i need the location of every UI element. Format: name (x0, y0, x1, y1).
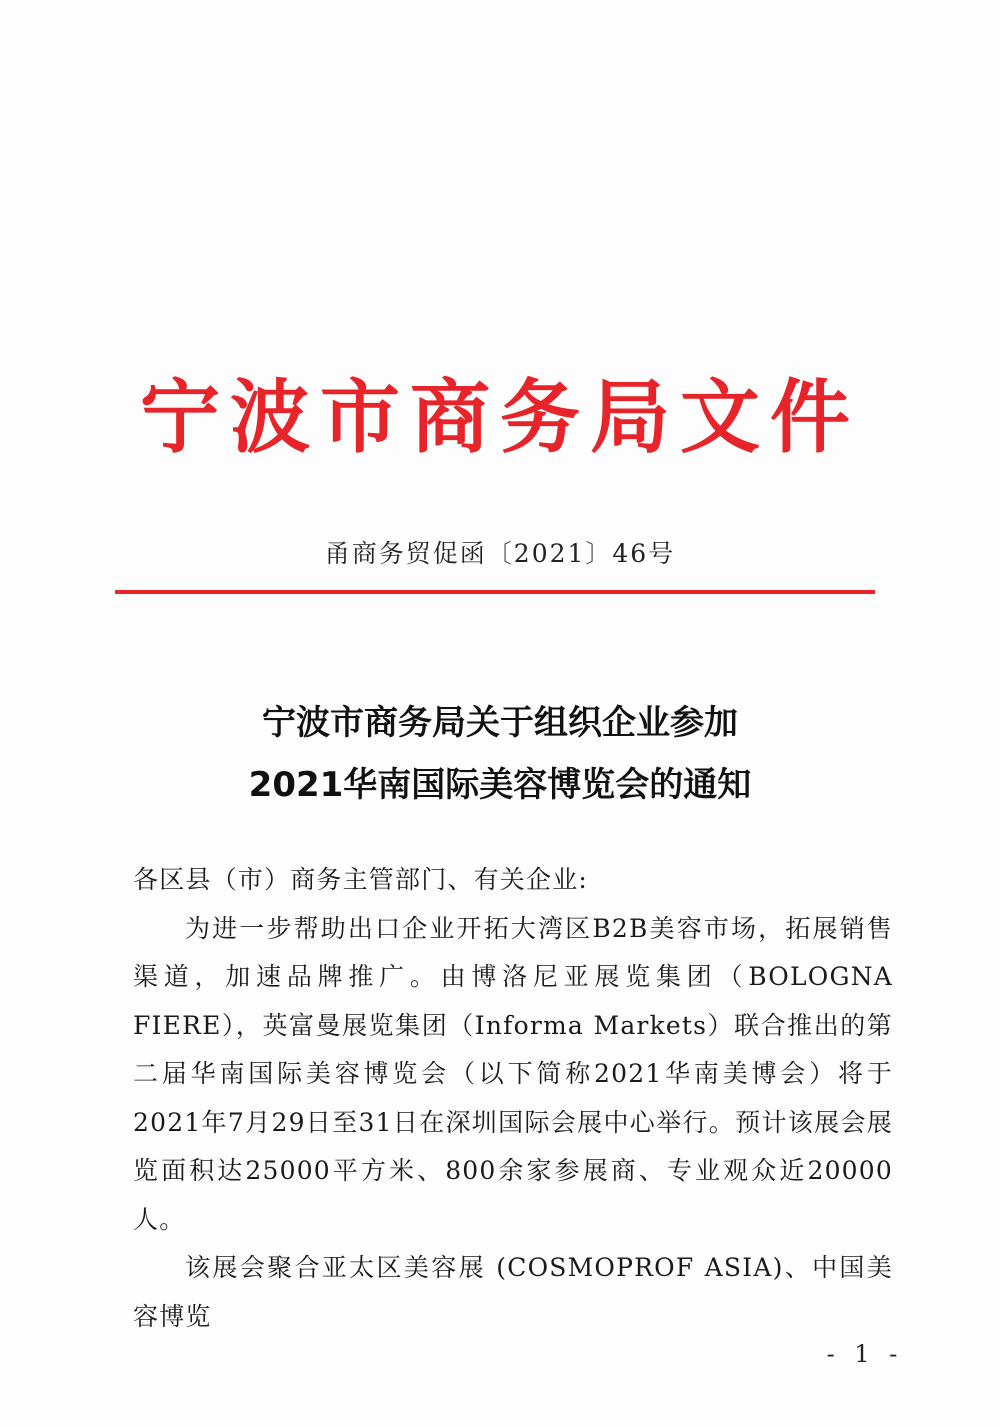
document-number: 甬商务贸促函〔2021〕46号 (324, 539, 676, 568)
body-paragraph-1: 为进一步帮助出口企业开拓大湾区B2B美容市场，拓展销售渠道，加速品牌推广。由博洛尼亚展览集团（BOLOGNA FIERE），英富曼展览集团（Informa Markets）联合推出的第二届华南国际美容博览会（以下简称2021华南美博会）将于2021年7月29日至31日在深圳国际会展中心举行。预计该展会展览面积达25000平方米、800余家参展商、专业观众近20000人。 (133, 913, 893, 1234)
page-number: - 1 - (826, 1340, 904, 1368)
notice-body (133, 856, 893, 1341)
notice-title-line-1: 宁波市商务局关于组织企业参加 (262, 703, 738, 743)
notice-title (0, 692, 1000, 816)
notice-title-line-2: 2021华南国际美容博览会的通知 (248, 765, 752, 805)
document-header-title: 宁波市商务局文件 (140, 371, 860, 464)
salutation: 各区县（市）商务主管部门、有关企业: (133, 865, 589, 894)
red-divider-line (115, 590, 875, 594)
body-paragraph-2: 该展会聚合亚太区美容展 (COSMOPROF ASIA)、中国美容博览 (133, 1253, 893, 1331)
